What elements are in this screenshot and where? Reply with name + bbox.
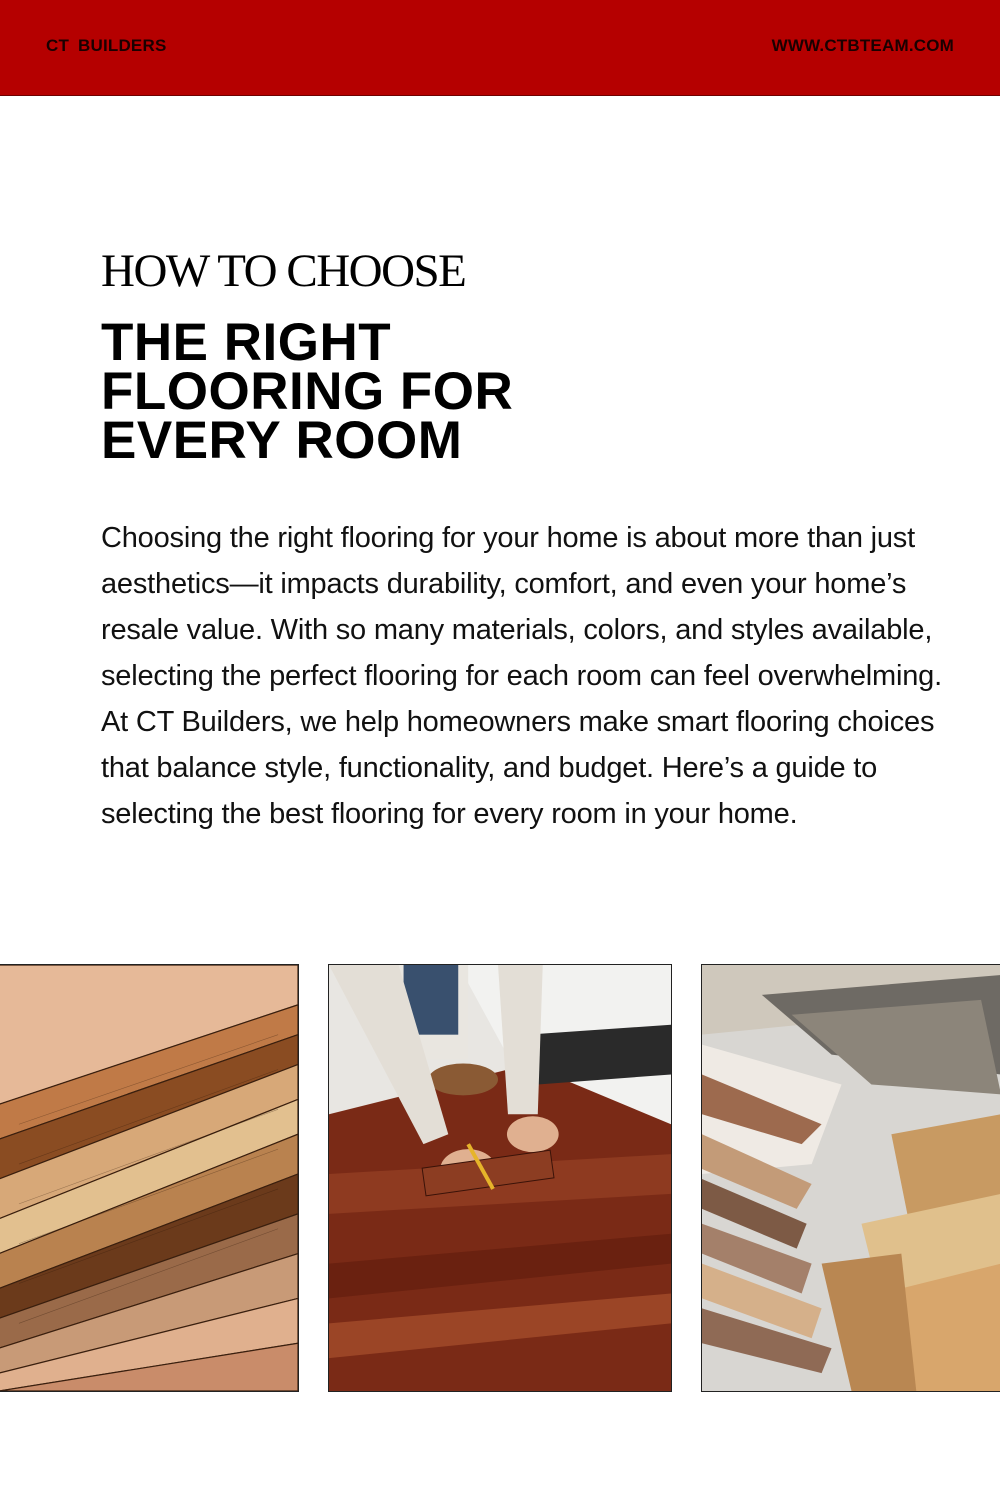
header-bar bbox=[0, 0, 1000, 96]
photo-installer bbox=[328, 964, 672, 1392]
title-line: EVERY ROOM bbox=[101, 411, 463, 470]
swatches-image bbox=[702, 965, 1000, 1391]
photo-wood-samples bbox=[0, 964, 299, 1392]
intro-text bbox=[101, 515, 961, 837]
title-kicker: HOW TO CHOOSE bbox=[101, 245, 466, 297]
page-title bbox=[101, 313, 801, 470]
title-line: FLOORING FOR bbox=[101, 362, 514, 421]
title-line: THE RIGHT bbox=[101, 313, 392, 372]
brand-name: CT BUILDERS bbox=[46, 36, 167, 55]
intro-paragraph: Choosing the right flooring for your home is about more than just aesthetics—it impacts durability, comfort, and even your home’s resale value. With so many materials, colors, and styles available, selecting the perfect flooring for each room can feel overwhelming. bbox=[101, 522, 942, 692]
intro-paragraph: At CT Builders, we help homeowners make smart flooring choices that balance style, functionality, and budget. Here’s a guide to selecting the best flooring for every room in your home. bbox=[101, 706, 935, 830]
photo-swatches bbox=[701, 964, 1000, 1392]
installer-image bbox=[329, 965, 671, 1391]
website-link[interactable]: WWW.CTBTEAM.COM bbox=[771, 36, 954, 55]
wood-samples-image bbox=[0, 965, 298, 1391]
